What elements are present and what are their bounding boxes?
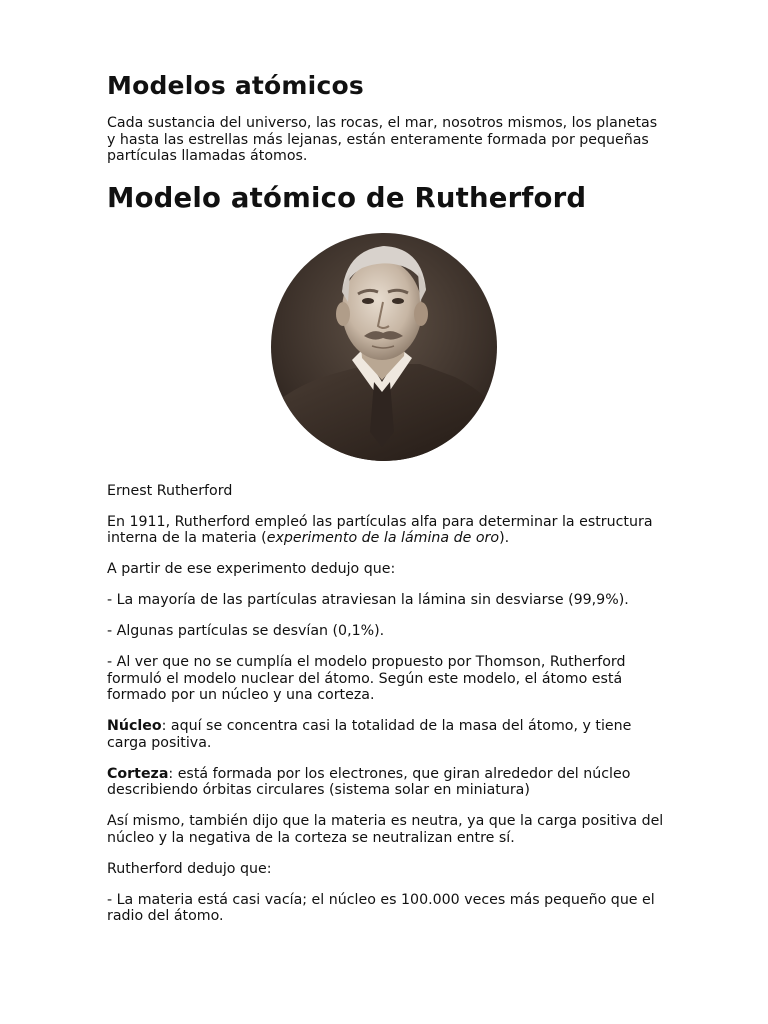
paragraph-1911 bbox=[107, 514, 667, 547]
paragraph-1911-text: En 1911, Rutherford empleó las partículas alfa para determinar la estructura interna de la materia ( bbox=[107, 513, 653, 546]
definition-corteza bbox=[107, 766, 667, 799]
list-item-deflected: - Algunas partículas se desvían (0,1%). bbox=[107, 623, 385, 639]
list-item-thomson: - Al ver que no se cumplía el modelo propuesto por Thomson, Rutherford formuló el modelo nuclear del átomo. Según este modelo, el átomo está formado por un núcleo y una corteza. bbox=[107, 654, 626, 703]
portrait-container bbox=[107, 232, 667, 464]
list-item-empty-matter: - La materia está casi vacía; el núcleo es 100.000 veces más pequeño que el radio del átomo. bbox=[107, 891, 655, 924]
paragraph-deduced: Rutherford dedujo que: bbox=[107, 860, 272, 877]
paragraph-neutral: Así mismo, también dijo que la materia es neutra, ya que la carga positiva del núcleo y la negativa de la corteza se neutralizan entre sí. bbox=[107, 813, 664, 846]
section-title: Modelo atómico de Rutherford bbox=[107, 181, 587, 214]
document-page bbox=[107, 68, 667, 925]
paragraph-experiment: A partir de ese experimento dedujo que: bbox=[107, 561, 396, 577]
portrait-caption: Ernest Rutherford bbox=[107, 482, 233, 499]
nucleo-term: Núcleo bbox=[107, 718, 162, 734]
list-item-majority: - La mayoría de las partículas atraviesan la lámina sin desviarse (99,9%). bbox=[107, 592, 629, 608]
page-title: Modelos atómicos bbox=[107, 71, 364, 100]
rutherford-portrait-image bbox=[270, 232, 498, 462]
corteza-term: Corteza bbox=[107, 765, 169, 782]
paragraph-1911-close: ). bbox=[499, 530, 510, 546]
definition-nucleo bbox=[107, 718, 667, 751]
nucleo-definition: : aquí se concentra casi la totalidad de la masa del átomo, y tiene carga positiva. bbox=[107, 718, 632, 751]
paragraph-1911-italic: experimento de la lámina de oro bbox=[266, 530, 500, 546]
corteza-definition: : está formada por los electrones, que giran alrededor del núcleo describiendo órbitas circulares (sistema solar en miniatura) bbox=[107, 765, 631, 798]
intro-paragraph: Cada sustancia del universo, las rocas, el mar, nosotros mismos, los planetas y hasta las estrellas más lejanas, están enteramente formada por pequeñas partículas llamadas átomos. bbox=[107, 115, 658, 164]
